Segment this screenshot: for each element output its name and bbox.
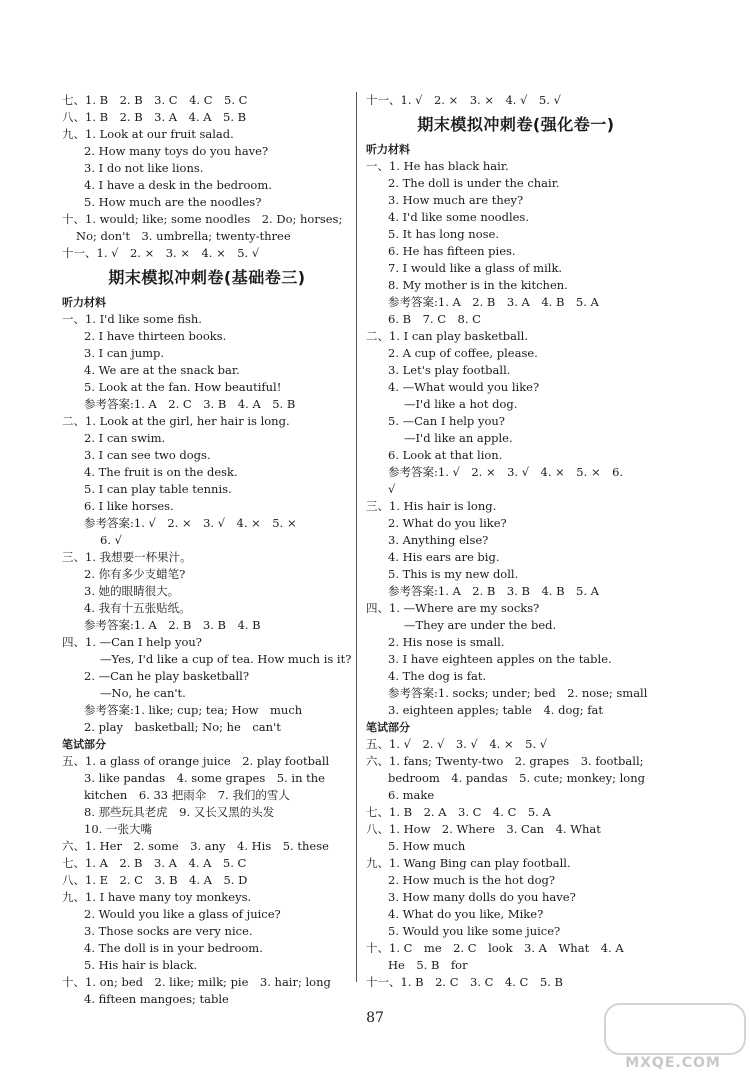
answer-line: 3. How many dolls do you have? <box>388 890 576 904</box>
answer-line: 一、1. I'd like some fish. <box>62 312 202 326</box>
page-number: 87 <box>366 1010 384 1026</box>
answer-line: 二、1. Look at the girl, her hair is long. <box>62 414 290 428</box>
answer-line: 6. I like horses. <box>84 499 174 513</box>
answer-line: 5. His hair is black. <box>84 958 198 972</box>
watermark-badge-icon <box>604 1003 746 1055</box>
answer-line: 三、1. 我想要一杯果汁。 <box>62 550 192 564</box>
answer-line: 四、1. —Can I help you? <box>62 635 202 649</box>
answer-line: 参考答案:1. A 2. C 3. B 4. A 5. B <box>84 397 296 411</box>
answer-line: 4. The doll is in your bedroom. <box>84 941 263 955</box>
answer-line: 2. play basketball; No; he can't <box>84 720 281 734</box>
answer-line: 3. I have eighteen apples on the table. <box>388 652 612 666</box>
answer-line: 3. I can see two dogs. <box>84 448 211 462</box>
answer-line: 参考答案:1. A 2. B 3. B 4. B 5. A <box>388 584 599 598</box>
answer-line: —Yes, I'd like a cup of tea. How much is it? <box>100 652 352 666</box>
answer-line: 3. 她的眼睛很大。 <box>84 584 180 598</box>
answer-line: 5. I can play table tennis. <box>84 482 232 496</box>
answer-line: 四、1. —Where are my socks? <box>366 601 540 615</box>
watermark-logo <box>604 1003 742 1073</box>
answer-line: 参考答案:1. √ 2. × 3. √ 4. × 5. × <box>84 516 297 530</box>
answer-line: 3. Let's play football. <box>388 363 511 377</box>
answer-line: 参考答案:1. socks; under; bed 2. nose; small <box>388 686 648 700</box>
left-column <box>62 92 352 1008</box>
answer-line: 2. How much is the hot dog? <box>388 873 556 887</box>
answer-line: 3. Anything else? <box>388 533 489 547</box>
answer-line: 6. B 7. C 8. C <box>388 312 481 326</box>
answer-line: 5. Would you like some juice? <box>388 924 561 938</box>
section-subheading: 笔试部分 <box>366 721 410 734</box>
section-subheading: 听力材料 <box>366 143 410 156</box>
answer-line: 2. A cup of coffee, please. <box>388 346 538 360</box>
answer-line: 八、1. E 2. C 3. B 4. A 5. D <box>62 873 248 887</box>
answer-line: 九、1. Wang Bing can play football. <box>366 856 571 870</box>
answer-line: —No, he can't. <box>100 686 186 700</box>
answer-line: 2. 你有多少支蜡笔? <box>84 567 186 581</box>
watermark-url: MXQE.COM <box>625 1055 721 1071</box>
answer-line: 二、1. I can play basketball. <box>366 329 528 343</box>
answer-line: 七、1. B 2. A 3. C 4. C 5. A <box>366 805 551 819</box>
answer-line: 5. It has long nose. <box>388 227 499 241</box>
answer-line: 6. He has fifteen pies. <box>388 244 516 258</box>
answer-line: 2. —Can he play basketball? <box>84 669 250 683</box>
answer-line: No; don't 3. umbrella; twenty-three <box>76 229 291 243</box>
right-column <box>366 92 666 991</box>
answer-line: 十、1. would; like; some noodles 2. Do; horses; <box>62 212 343 226</box>
answer-line: —They are under the bed. <box>404 618 557 632</box>
answer-line: 参考答案:1. A 2. B 3. A 4. B 5. A <box>388 295 599 309</box>
answer-line: 一、1. He has black hair. <box>366 159 509 173</box>
answer-line: —I'd like an apple. <box>404 431 513 445</box>
answer-line: 5. This is my new doll. <box>388 567 519 581</box>
answer-line: 4. I'd like some noodles. <box>388 210 529 224</box>
answer-line: 6. make <box>388 788 435 802</box>
answer-line: 3. I do not like lions. <box>84 161 204 175</box>
answer-line: 3. How much are they? <box>388 193 524 207</box>
answer-line: 十一、1. B 2. C 3. C 4. C 5. B <box>366 975 563 989</box>
answer-line: 4. —What would you like? <box>388 380 540 394</box>
answer-line: 2. The doll is under the chair. <box>388 176 560 190</box>
answer-line: 3. eighteen apples; table 4. dog; fat <box>388 703 604 717</box>
answer-line: 六、1. fans; Twenty-two 2. grapes 3. football; <box>366 754 644 768</box>
section-subheading: 听力材料 <box>62 296 106 309</box>
answer-line: kitchen 6. 33 把雨伞 7. 我们的雪人 <box>84 788 290 802</box>
answer-line: 5. How much <box>388 839 466 853</box>
answer-line: 八、1. How 2. Where 3. Can 4. What <box>366 822 601 836</box>
answer-line: 参考答案:1. √ 2. × 3. √ 4. × 5. × 6. <box>388 465 624 479</box>
answer-line: He 5. B for <box>388 958 468 972</box>
answer-line: 2. How many toys do you have? <box>84 144 269 158</box>
answer-line: 三、1. His hair is long. <box>366 499 497 513</box>
answer-line: 参考答案:1. like; cup; tea; How much <box>84 703 303 717</box>
answer-line: 6. Look at that lion. <box>388 448 503 462</box>
answer-line: 5. Look at the fan. How beautiful! <box>84 380 282 394</box>
answer-line: 3. Those socks are very nice. <box>84 924 253 938</box>
answer-line: 2. Would you like a glass of juice? <box>84 907 281 921</box>
answer-line: 2. What do you like? <box>388 516 507 530</box>
answer-line: bedroom 4. pandas 5. cute; monkey; long <box>388 771 645 785</box>
answer-line: 5. How much are the noodles? <box>84 195 262 209</box>
answer-line: 八、1. B 2. B 3. A 4. A 5. B <box>62 110 247 124</box>
answer-line: 5. —Can I help you? <box>388 414 505 428</box>
answer-line: 3. I can jump. <box>84 346 165 360</box>
answer-line: 七、1. B 2. B 3. C 4. C 5. C <box>62 93 248 107</box>
answer-line: 4. I have a desk in the bedroom. <box>84 178 272 192</box>
answer-line: 4. 我有十五张贴纸。 <box>84 601 191 615</box>
answer-line: 7. I would like a glass of milk. <box>388 261 563 275</box>
answer-line: 3. like pandas 4. some grapes 5. in the <box>84 771 325 785</box>
answer-line: —I'd like a hot dog. <box>404 397 518 411</box>
answer-line: 4. We are at the snack bar. <box>84 363 240 377</box>
answer-line: √ <box>388 482 396 496</box>
section-title: 期末模拟冲刺卷(基础卷三) <box>108 268 306 287</box>
answer-line: 4. His ears are big. <box>388 550 500 564</box>
answer-line: 2. His nose is small. <box>388 635 505 649</box>
answer-line: 4. The dog is fat. <box>388 669 487 683</box>
section-subheading: 笔试部分 <box>62 738 106 751</box>
answer-line: 4. The fruit is on the desk. <box>84 465 238 479</box>
answer-line: 十、1. C me 2. C look 3. A What 4. A <box>366 941 624 955</box>
answer-line: 2. I can swim. <box>84 431 166 445</box>
answer-line: 2. I have thirteen books. <box>84 329 227 343</box>
answer-line: 4. fifteen mangoes; table <box>84 992 229 1006</box>
answer-line: 九、1. Look at our fruit salad. <box>62 127 234 141</box>
answer-line: 六、1. Her 2. some 3. any 4. His 5. these <box>62 839 329 853</box>
answer-line: 五、1. √ 2. √ 3. √ 4. × 5. √ <box>366 737 548 751</box>
section-title: 期末模拟冲刺卷(强化卷一) <box>417 115 615 134</box>
answer-line: 七、1. A 2. B 3. A 4. A 5. C <box>62 856 247 870</box>
answer-line: 五、1. a glass of orange juice 2. play football <box>62 754 330 768</box>
answer-line: 十一、1. √ 2. × 3. × 4. √ 5. √ <box>366 93 561 107</box>
answer-line: 十、1. on; bed 2. like; milk; pie 3. hair; long <box>62 975 331 989</box>
answer-line: 8. My mother is in the kitchen. <box>388 278 568 292</box>
answer-line: 十一、1. √ 2. × 3. × 4. × 5. √ <box>62 246 260 260</box>
answer-line: 8. 那些玩具老虎 9. 又长又黑的头发 <box>84 805 275 819</box>
answer-line: 参考答案:1. A 2. B 3. B 4. B <box>84 618 261 632</box>
column-divider <box>356 92 357 982</box>
answer-line: 6. √ <box>100 533 122 547</box>
answer-line: 九、1. I have many toy monkeys. <box>62 890 252 904</box>
answer-line: 4. What do you like, Mike? <box>388 907 544 921</box>
answer-line: 10. 一张大嘴 <box>84 822 152 836</box>
